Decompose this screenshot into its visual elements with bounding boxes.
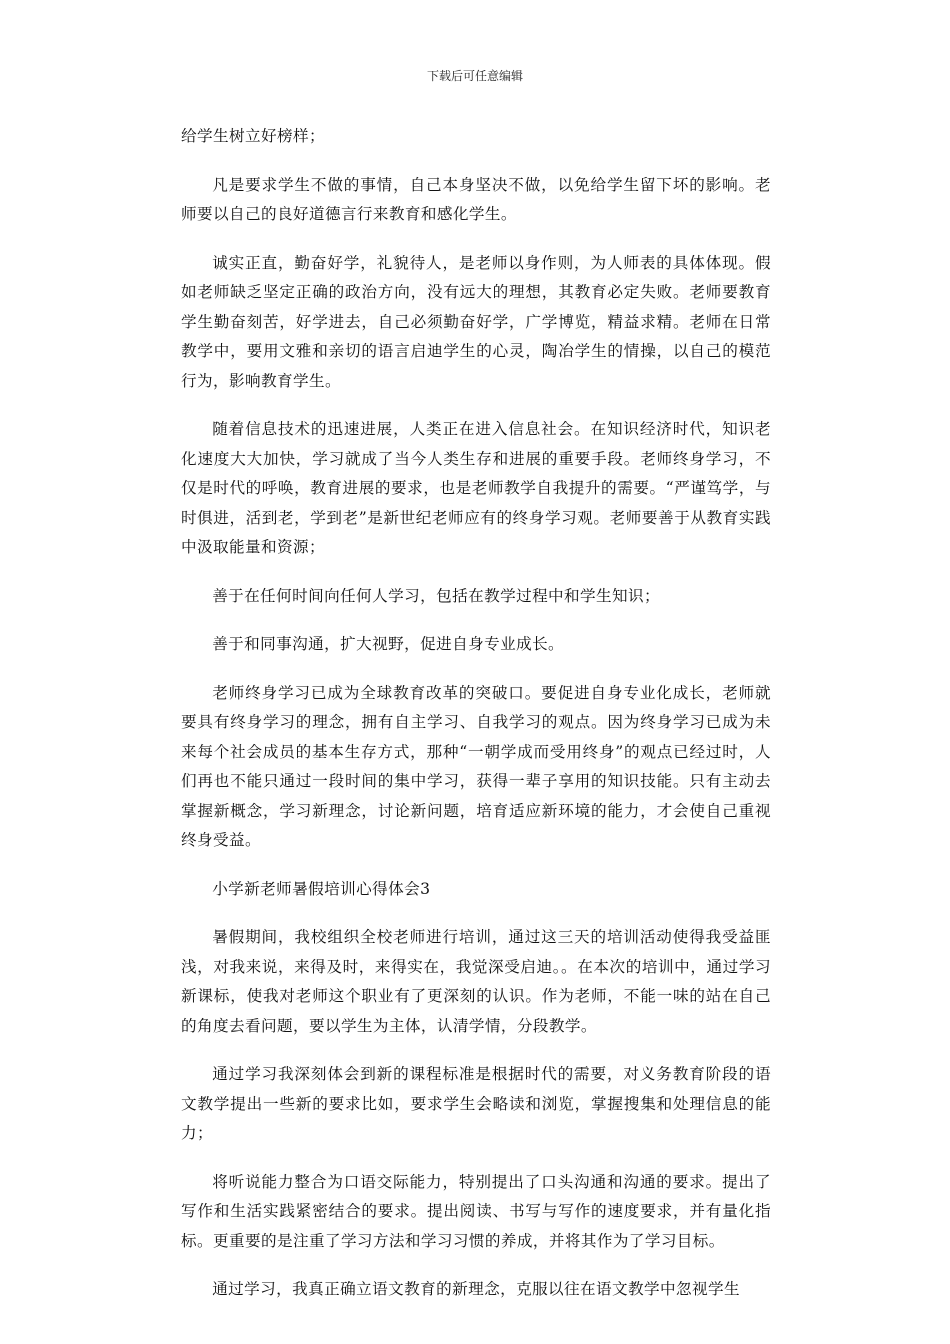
section-heading: 小学新老师暑假培训心得体会3 xyxy=(212,879,431,898)
paragraph-10: 将听说能力整合为口语交际能力，特别提出了口头沟通和沟通的要求。提出了写作和生活实践紧密结合的要求。提出阅读、书写与写作的速度要求，并有量化指标。更重要的是注重了学习方法和学习习惯的养成，并将其作为了学习目标。 xyxy=(181,1172,771,1250)
paragraph-8: 暑假期间，我校组织全校老师进行培训，通过这三天的培训活动使得我受益匪浅，对我来说，来得及时，来得实在，我觉深受启迪。。在本次的培训中，通过学习新课标，使我对老师这个职业有了更深刻的认识。作为老师，不能一味的站在自己的角度去看问题，要以学生为主体，认清学情，分段教学。 xyxy=(181,928,771,1035)
paragraph-3: 诚实正直，勤奋好学，礼貌待人，是老师以身作则，为人师表的具体体现。假如老师缺乏坚定正确的政治方向，没有远大的理想，其教育必定失败。老师要教育学生勤奋刻苦，好学进去，自己必须勤奋好学，广学博览，精益求精。老师在日常教学中，要用文雅和亲切的语言启迪学生的心灵，陶冶学生的情操，以自己的模范行为，影响教育学生。 xyxy=(181,253,771,390)
paragraph-5: 善于在任何时间向任何人学习，包括在教学过程中和学生知识； xyxy=(212,586,661,605)
paragraph-7: 老师终身学习已成为全球教育改革的突破口。要促进自身专业化成长，老师就要具有终身学习的理念，拥有自主学习、自我学习的观点。因为终身学习已成为未来每个社会成员的基本生存方式，那种“一朝学成而受用终身”的观点已经过时，人们再也不能只通过一段时间的集中学习，获得一辈子享用的知识技能。只有主动去掌握新概念，学习新理念，讨论新问题，培育适应新环境的能力，才会使自己重视终身受益。 xyxy=(181,683,771,849)
paragraph-2: 凡是要求学生不做的事情，自己本身坚决不做，以免给学生留下坏的影响。老师要以自己的良好道德言行来教育和感化学生。 xyxy=(181,175,771,223)
paragraph-6: 善于和同事沟通，扩大视野，促进自身专业成长。 xyxy=(212,635,565,653)
document-body xyxy=(181,122,771,1324)
paragraph-9: 通过学习我深刻体会到新的课程标准是根据时代的需要，对义务教育阶段的语文教学提出一些新的要求比如，要求学生会略读和浏览，掌握搜集和处理信息的能力； xyxy=(181,1065,771,1142)
paragraph-1: 给学生树立好榜样； xyxy=(181,127,325,145)
paragraph-4: 随着信息技术的迅速进展，人类正在进入信息社会。在知识经济时代，知识老化速度大大加快，学习就成了当今人类生存和进展的重要手段。老师终身学习，不仅是时代的呼唤，教育进展的要求，也是老师教学自我提升的需要。“严谨笃学，与时俱进，活到老，学到老”是新世纪老师应有的终身学习观。老师要善于从教育实践中汲取能量和资源； xyxy=(181,420,771,556)
paragraph-11: 通过学习，我真正确立语文教育的新理念，克服以往在语文教学中忽视学生 xyxy=(212,1280,740,1298)
page-header: 下载后可任意编辑 xyxy=(426,69,523,83)
